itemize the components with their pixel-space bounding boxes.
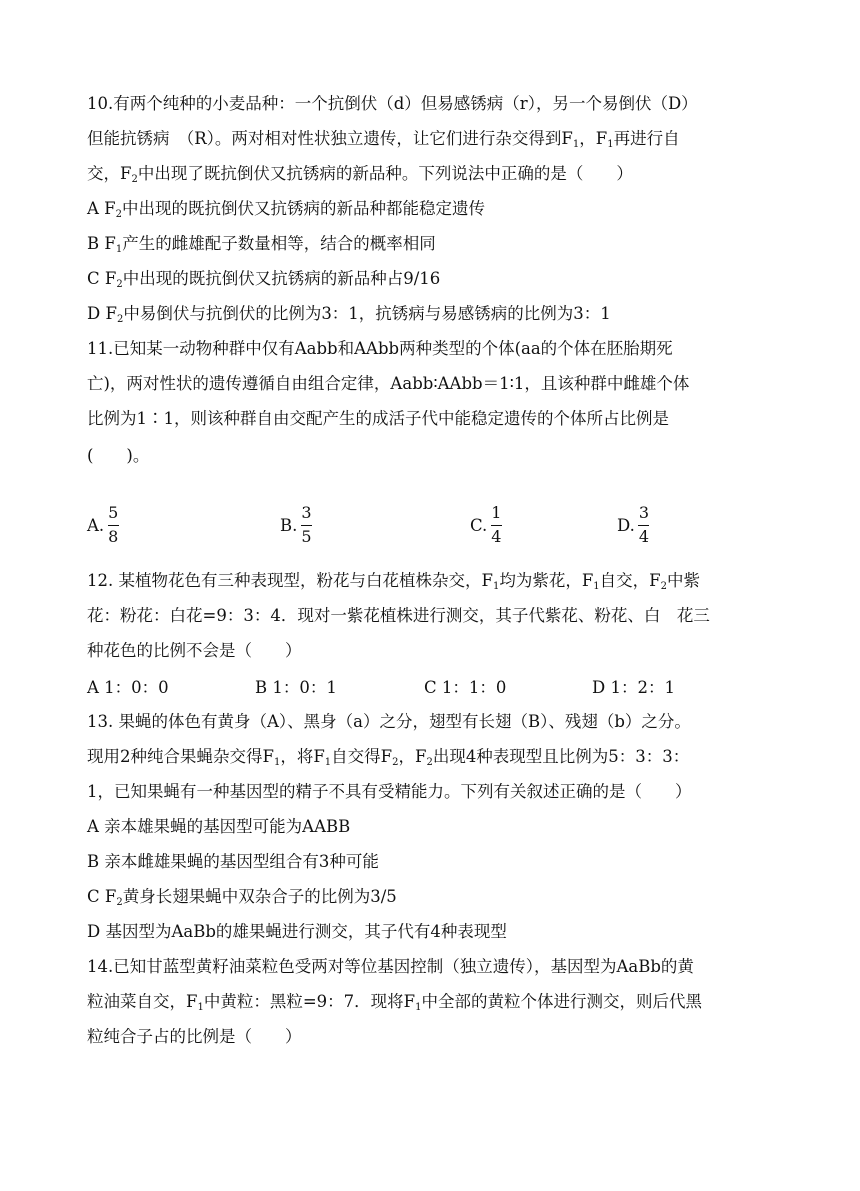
q13-stem-line3: 1，已知果蝇有一种基因型的精子不具有受精能力。下列有关叙述正确的是（ ） (87, 782, 692, 801)
fraction: $\frac{5}{8}$ (108, 503, 119, 547)
q14-stem-line2: 粒油菜自交，$F_1$中黄粒：黑粒=9：7．现将$F_1$中全部的黄粒个体进行测交，则后代黑 (87, 992, 702, 1013)
q10-stem-line2: 但能抗锈病 （R）。两对相对性状独立遗传，让它们进行杂交得到$F_1$，$F_1$再进行自 (87, 129, 680, 150)
q14-stem-line1: 14.已知甘蓝型黄籽油菜粒色受两对等位基因控制（独立遗传），基因型为AaBb的黄 (87, 957, 694, 976)
q10-option-c: C $F_2$中出现的既抗倒伏又抗锈病的新品种占9/16 (87, 269, 441, 290)
q11-stem-line3: 比例为1∶1，则该种群自由交配产生的成活子代中能稳定遗传的个体所占比例是 (87, 409, 669, 428)
q13-option-a: A 亲本雄果蝇的基因型可能为AABB (87, 817, 351, 836)
q12-option-c: C 1：1：0 (424, 678, 507, 697)
q13-option-d: D 基因型为AaBb的雄果蝇进行测交，其子代有4种表现型 (87, 922, 507, 941)
q10-option-b: B $F_1$产生的雌雄配子数量相等，结合的概率相同 (87, 234, 436, 255)
q12-option-b: B 1：0：1 (255, 678, 337, 697)
q11-option-b: B. $\frac{3}{5}$ (280, 503, 312, 547)
q11-stem-line4: ( )。 (87, 446, 150, 465)
q13-stem-line1: 13. 果蝇的体色有黄身（A）、黑身（a）之分，翅型有长翅（B）、残翅（b）之分。 (87, 712, 691, 731)
q12-stem-line1: 12. 某植物花色有三种表现型，粉花与白花植株杂交，$F_1$均为紫花，$F_1$自交，$F_2$中紫 (87, 571, 700, 592)
q11-option-a: A. $\frac{5}{8}$ (87, 503, 119, 547)
fraction: $\frac{3}{4}$ (638, 503, 650, 547)
q11-options (87, 504, 777, 554)
q10-stem-line1: 10.有两个纯种的小麦品种：一个抗倒伏（d）但易感锈病（r），另一个易倒伏（D） (87, 94, 698, 113)
q13-stem-line2: 现用2种纯合果蝇杂交得$F_1$，将$F_1$自交得$F_2$，$F_2$出现4种表现型且比例为5：3：3： (87, 747, 690, 768)
q10-stem-line3: 交，$F_2$中出现了既抗倒伏又抗锈病的新品种。下列说法中正确的是（ ） (87, 164, 633, 185)
q14-stem-line3: 粒纯合子占的比例是（ ） (87, 1027, 302, 1046)
fraction: $\frac{1}{4}$ (491, 503, 502, 547)
q11-stem-line1: 11.已知某一动物种群中仅有Aabb和AAbb两种类型的个体(aa的个体在胚胎期死 (87, 339, 673, 358)
q11-stem-line2: 亡)，两对性状的遗传遵循自由组合定律，Aabb∶AAbb＝1∶1，且该种群中雌雄个体 (87, 374, 690, 393)
q12-option-a: A 1：0：0 (87, 678, 169, 697)
q13-option-b: B 亲本雌雄果蝇的基因型组合有3种可能 (87, 852, 379, 871)
q12-option-d: D 1：2：1 (592, 678, 675, 697)
q10-option-d: D $F_2$中易倒伏与抗倒伏的比例为3：1，抗锈病与易感锈病的比例为3：1 (87, 304, 611, 325)
q10-option-a: A $F_2$中出现的既抗倒伏又抗锈病的新品种都能稳定遗传 (87, 199, 485, 220)
q13-option-c: C $F_2$黄身长翅果蝇中双杂合子的比例为3/5 (87, 887, 397, 908)
q12-stem-line2: 花：粉花：白花=9：3：4．现对一紫花植株进行测交，其子代紫花、粉花、白 花三 (87, 606, 710, 625)
q11-option-d: D. $\frac{3}{4}$ (617, 503, 650, 547)
q12-stem-line3: 种花色的比例不会是（ ） (87, 641, 302, 660)
fraction: $\frac{3}{5}$ (301, 503, 312, 547)
q11-option-c: C. $\frac{1}{4}$ (470, 503, 502, 547)
